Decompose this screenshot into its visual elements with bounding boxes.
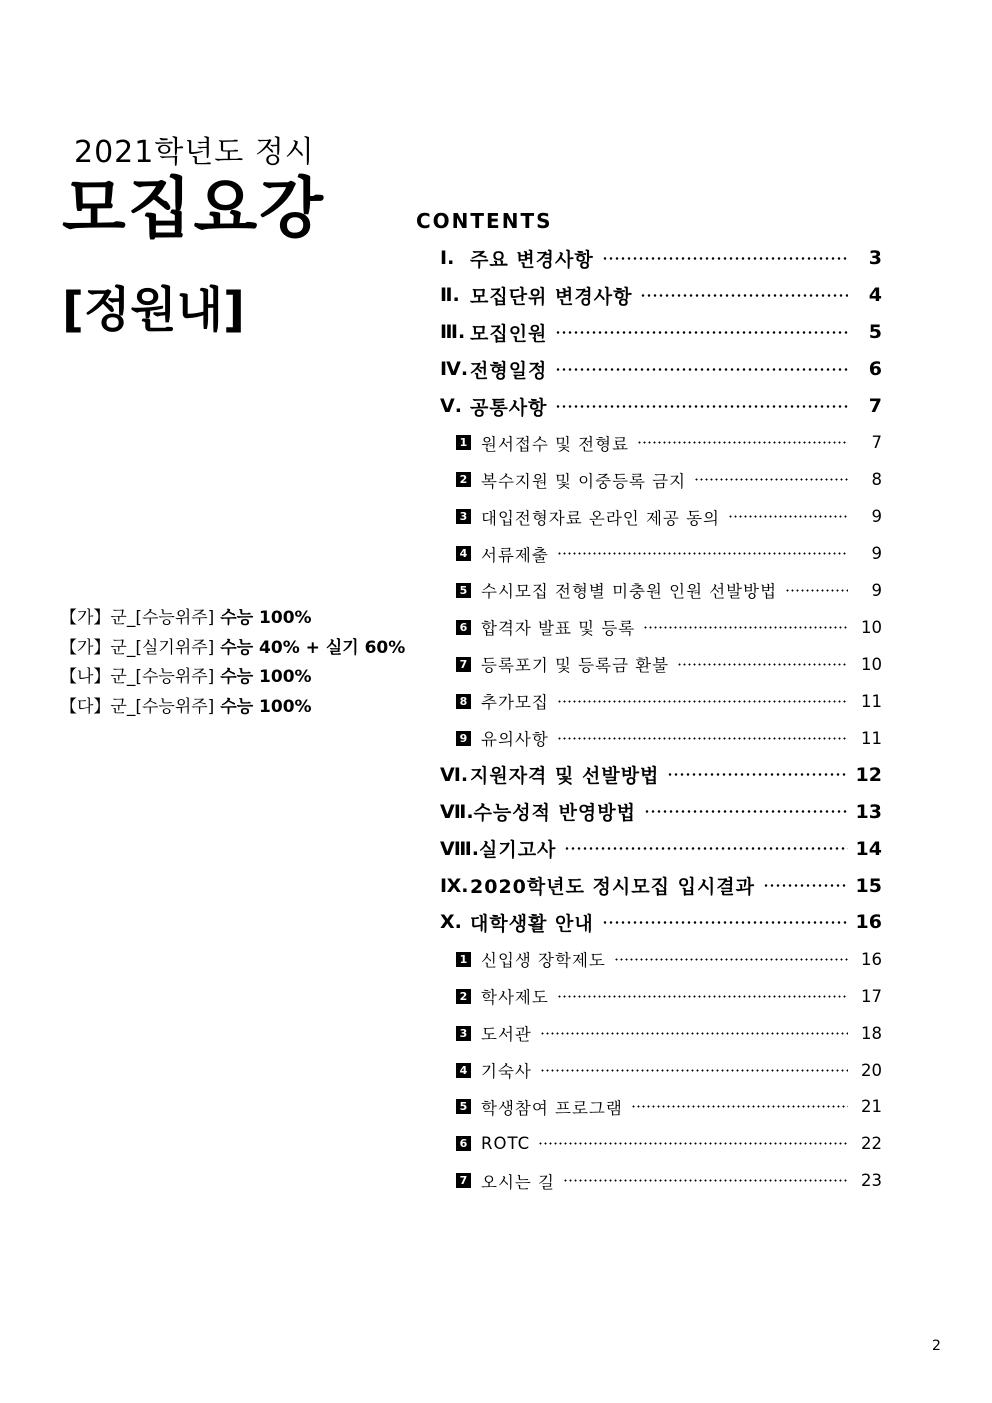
track-item [60,634,405,664]
toc-label: 원서접수 및 전형료 [481,434,630,454]
toc-subsection [440,498,882,535]
toc-label: 공통사항 [470,396,548,419]
toc-subsection [440,720,882,757]
toc-label: 수능성적 반영방법 [473,802,636,825]
toc-label: 도서관 [481,1025,532,1045]
track-group: 【가】군_[실기위주] [60,637,215,658]
toc-subsection [440,1015,882,1052]
toc-page-number: 10 [861,654,882,674]
toc-label: ROTC [481,1134,531,1154]
toc-label: 합격자 발표 및 등록 [481,619,636,639]
document-subtitle: [정원내] [62,282,245,338]
toc-leader-dots [602,921,848,924]
toc-leader-dots [555,405,848,408]
toc-subsection [440,609,882,646]
toc-number-badge: 9 [456,731,471,746]
toc-leader-dots [557,700,848,703]
toc-page-number: 12 [855,763,882,786]
toc-leader-dots [564,847,847,850]
toc-number-badge: 7 [456,657,471,672]
toc-section [440,314,882,351]
toc-label: 등록포기 및 등록금 환불 [481,656,670,676]
toc-subsection [440,424,882,461]
toc-label: 추가모집 [481,693,549,713]
toc-leader-dots [763,884,848,887]
toc-leader-dots [667,773,847,776]
toc-page-number: 9 [871,580,882,600]
toc-leader-dots [555,368,848,371]
toc-label: 2020학년도 정시모집 입시결과 [470,876,756,899]
toc-page-number: 14 [855,837,882,860]
toc-label: 모집단위 변경사항 [470,285,633,308]
toc-section-number: Ⅳ. [440,358,469,381]
toc-section-number: Ⅷ. [440,837,479,860]
track-detail: 수능 100% [220,667,312,687]
toc-leader-dots [643,626,848,629]
toc-subsection [440,941,882,978]
toc-leader-dots [640,294,848,297]
toc-page-number: 10 [861,617,882,637]
toc-label: 대학생활 안내 [470,912,594,935]
toc-page-number: 11 [861,691,882,711]
toc-label: 수시모집 전형별 미충원 인원 선발방법 [481,582,778,602]
toc-leader-dots [677,663,848,666]
toc-leader-dots [602,257,848,260]
toc-page-number: 8 [871,470,882,490]
toc-section-number: Ⅸ. [440,874,469,897]
toc-number-badge: 3 [456,509,471,524]
toc-leader-dots [540,1032,848,1035]
toc-label: 신입생 장학제도 [481,951,606,971]
toc-page-number: 3 [868,247,882,270]
toc-section-number: Ⅵ. [440,763,469,786]
toc-leader-dots [557,737,848,740]
toc-label: 학생참여 프로그램 [481,1098,623,1118]
toc-page-number: 21 [861,1097,882,1117]
toc-number-badge: 4 [456,1063,471,1078]
toc-page-number: 22 [861,1134,882,1154]
toc-page-number: 23 [861,1171,882,1191]
toc-page-number: 7 [871,433,882,453]
toc-leader-dots [637,441,848,444]
toc-label: 서류제출 [481,545,549,565]
toc-leader-dots [728,515,848,518]
toc-subsection [440,1052,882,1089]
toc-section [440,277,882,314]
toc-section [440,351,882,388]
toc-section-number: Ⅶ. [440,800,474,823]
toc-number-badge: 1 [456,435,471,450]
toc-page-number: 4 [868,284,882,307]
toc-section [440,904,882,941]
toc-leader-dots [785,589,848,592]
toc-page-number: 7 [868,395,882,417]
track-group: 【다】군_[수능위주] [60,696,215,717]
table-of-contents [440,240,882,1199]
toc-section-number: Ⅹ. [440,911,462,934]
toc-section [440,867,882,904]
year-line: 2021학년도 정시 [74,135,315,170]
toc-number-badge: 1 [456,952,471,967]
toc-section [440,830,882,867]
toc-subsection [440,683,882,720]
toc-leader-dots [557,995,848,998]
toc-subsection [440,646,882,683]
toc-leader-dots [563,1179,848,1182]
track-detail: 수능 100% [220,696,312,717]
track-item [60,604,405,634]
toc-leader-dots [557,552,848,555]
toc-section [440,793,882,830]
document-title: 모집요강 [62,170,326,247]
toc-label: 오시는 길 [481,1172,556,1192]
toc-number-badge: 7 [456,1173,471,1188]
toc-number-badge: 5 [456,583,471,598]
toc-number-badge: 4 [456,546,471,561]
toc-section-number: Ⅱ. [440,284,460,307]
toc-subsection [440,572,882,609]
toc-number-badge: 3 [456,1026,471,1041]
toc-subsection [440,978,882,1015]
toc-page-number: 18 [861,1023,882,1043]
toc-page-number: 20 [861,1060,882,1080]
track-group: 【나】군_[수능위주] [60,667,215,687]
track-group: 【가】군_[수능위주] [60,608,215,628]
toc-number-badge: 5 [456,1099,471,1114]
track-item [60,693,405,723]
toc-leader-dots [555,331,848,334]
toc-number-badge: 6 [456,1136,471,1151]
toc-page-number: 9 [871,544,882,564]
toc-leader-dots [694,478,848,481]
toc-section [440,240,882,277]
toc-subsection [440,1088,882,1125]
toc-page-number: 9 [871,507,882,527]
toc-leader-dots [538,1142,848,1145]
toc-leader-dots [540,1069,848,1072]
toc-label: 기숙사 [481,1062,532,1082]
toc-page-number: 15 [855,874,882,897]
track-list [60,604,405,722]
toc-label: 실기고사 [479,839,557,862]
toc-number-badge: 8 [456,694,471,709]
toc-number-badge: 2 [456,472,471,487]
toc-label: 유의사항 [481,730,549,750]
toc-page-number: 16 [861,949,882,969]
toc-page-number: 6 [868,358,882,381]
toc-page-number: 16 [855,911,882,934]
toc-section-number: Ⅰ. [440,247,455,270]
toc-subsection [440,1162,882,1199]
toc-leader-dots [614,958,848,961]
toc-label: 모집인원 [470,322,548,345]
toc-page-number: 13 [855,800,882,823]
toc-leader-dots [644,810,848,813]
toc-label: 학사제도 [481,988,549,1008]
toc-subsection [440,535,882,572]
toc-section-number: Ⅲ. [440,321,466,344]
page-number: 2 [932,1338,941,1354]
toc-subsection [440,1125,882,1162]
toc-subsection [440,461,882,498]
contents-heading: CONTENTS [416,209,553,233]
toc-section [440,756,882,793]
track-detail: 수능 40% + 실기 60% [220,637,406,658]
toc-label: 복수지원 및 이중등록 금지 [481,471,687,491]
toc-page-number: 17 [861,986,882,1006]
toc-page-number: 5 [868,321,882,344]
track-item [60,663,405,693]
toc-section-number: Ⅴ. [440,395,462,417]
toc-number-badge: 2 [456,989,471,1004]
toc-label: 주요 변경사항 [470,248,594,271]
toc-label: 전형일정 [470,359,548,382]
toc-label: 대입전형자료 온라인 제공 동의 [481,508,720,528]
track-detail: 수능 100% [220,608,312,628]
toc-section [440,388,882,425]
toc-page-number: 11 [861,728,882,748]
toc-label: 지원자격 및 선발방법 [470,765,660,788]
toc-number-badge: 6 [456,620,471,635]
toc-leader-dots [631,1105,848,1108]
